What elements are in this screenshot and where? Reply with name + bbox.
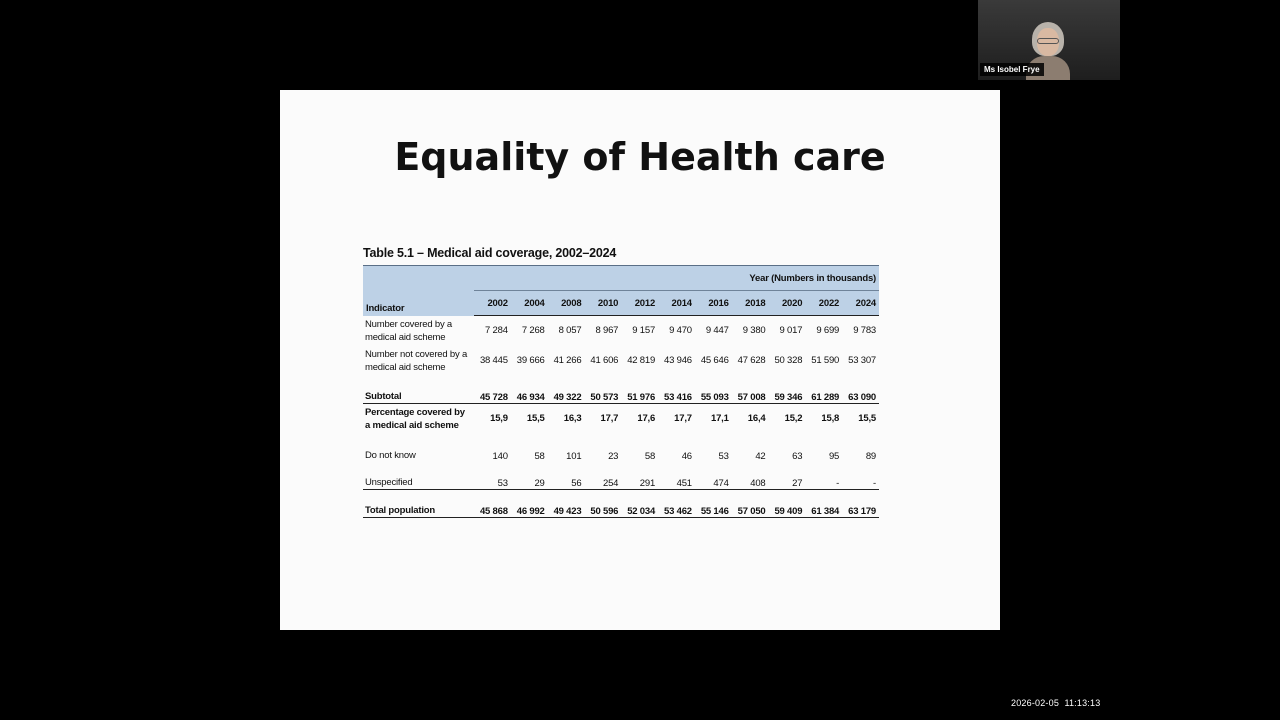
table-cell: 59 346 — [769, 376, 806, 404]
table-cell: 42 819 — [627, 355, 656, 366]
table-cell: - — [842, 462, 879, 490]
table-cell: 9 470 — [669, 325, 692, 337]
table-cell: 46 992 — [511, 490, 548, 518]
table-cell: 61 384 — [805, 490, 842, 518]
table-cell: 15,5 — [526, 413, 545, 425]
table-row-percentage — [363, 404, 879, 434]
table-cell: 63 179 — [842, 490, 879, 518]
year-header: 2012 — [621, 291, 658, 316]
table-cell: 101 — [566, 450, 582, 462]
table-cell: 59 409 — [769, 490, 806, 518]
table-cell: 16,3 — [563, 413, 582, 425]
table-cell: 50 328 — [774, 355, 803, 366]
table-cell: 254 — [584, 462, 621, 490]
table-cell: 17,7 — [674, 413, 692, 425]
table-cell: 15,8 — [821, 413, 840, 425]
table-cell: 9 380 — [742, 325, 766, 337]
table-cell: 7 268 — [521, 325, 545, 337]
table-cell: 47 628 — [737, 355, 766, 366]
header-indicator: Indicator — [363, 266, 474, 316]
table-cell: 58 — [534, 450, 545, 462]
slide-title: Equality of Health care — [394, 135, 886, 179]
table-cell: 53 — [474, 462, 511, 490]
table-cell: 50 596 — [584, 490, 621, 518]
participant-video-tile[interactable] — [978, 0, 1120, 80]
table-cell: 45 728 — [474, 376, 511, 404]
table-cell: 27 — [769, 462, 806, 490]
table-cell: 51 976 — [621, 376, 658, 404]
table-row-total-population — [363, 490, 879, 518]
table-cell: 41 606 — [590, 355, 619, 366]
table-cell: 55 146 — [695, 490, 732, 518]
year-header: 2020 — [769, 291, 806, 316]
recording-timestamp: 2026-02-05 11:13:13 — [1011, 698, 1101, 708]
table-cell: 53 307 — [848, 355, 876, 366]
year-header: 2022 — [805, 291, 842, 316]
table-cell: 53 — [718, 450, 729, 462]
row-label: Unspecified — [363, 462, 474, 490]
table-row-do-not-know — [363, 434, 879, 462]
row-label: Percentage covered by a medical aid scheme — [365, 406, 465, 431]
table-cell: 16,4 — [747, 413, 766, 425]
table-row-covered — [363, 316, 879, 346]
table-cell: 56 — [548, 462, 585, 490]
table-cell: 42 — [755, 450, 766, 462]
year-header: 2002 — [474, 291, 511, 316]
table-cell: 8 967 — [595, 325, 619, 337]
table-cell: 474 — [695, 462, 732, 490]
table-cell: 51 590 — [811, 355, 840, 366]
table-cell: 9 157 — [632, 325, 656, 337]
year-header: 2024 — [842, 291, 879, 316]
table-cell: 57 008 — [732, 376, 769, 404]
table-cell: 95 — [828, 450, 840, 462]
table-cell: 55 093 — [695, 376, 732, 404]
table-cell: 9 783 — [853, 325, 876, 337]
table-cell: 140 — [492, 450, 508, 462]
year-header: 2004 — [511, 291, 548, 316]
table-cell: 29 — [511, 462, 548, 490]
table-row-not-covered — [363, 346, 879, 376]
participant-glasses — [1037, 38, 1059, 44]
medical-aid-table — [363, 265, 879, 518]
row-label: Number not covered by a medical aid scheme — [365, 348, 468, 373]
table-cell: 9 699 — [816, 325, 840, 337]
table-cell: 61 289 — [805, 376, 842, 404]
table-cell: 7 284 — [485, 325, 508, 337]
table-cell: 41 266 — [553, 355, 582, 366]
table-cell: 49 423 — [548, 490, 585, 518]
table-cell: 53 462 — [658, 490, 695, 518]
table-cell: 39 666 — [516, 355, 545, 366]
table-row-unspecified — [363, 462, 879, 490]
table-cell: 38 445 — [479, 355, 508, 366]
table-cell: 53 416 — [658, 376, 695, 404]
year-header: 2008 — [548, 291, 585, 316]
row-label: Number covered by a medical aid scheme — [365, 318, 453, 343]
table-cell: 9 447 — [705, 325, 729, 337]
year-header: 2018 — [732, 291, 769, 316]
year-header: 2016 — [695, 291, 732, 316]
table-cell: 50 573 — [584, 376, 621, 404]
table-cell: 408 — [732, 462, 769, 490]
table-cell: 291 — [621, 462, 658, 490]
table-cell: 89 — [865, 450, 876, 462]
table-cell: 58 — [644, 450, 656, 462]
table-header-group-row — [363, 266, 879, 291]
table-cell: 8 057 — [558, 325, 582, 337]
header-year-group: Year (Numbers in thousands) — [474, 266, 879, 291]
row-label: Do not know — [365, 449, 416, 461]
table-cell: 43 946 — [664, 355, 692, 366]
table-cell: 46 — [681, 450, 692, 462]
year-header: 2010 — [584, 291, 621, 316]
table-cell: 46 934 — [511, 376, 548, 404]
table-cell: 23 — [608, 450, 619, 462]
table-cell: 45 868 — [474, 490, 511, 518]
table-cell: - — [805, 462, 842, 490]
table-cell: 17,6 — [637, 413, 656, 425]
table-cell: 63 090 — [842, 376, 879, 404]
table-row-subtotal — [363, 376, 879, 404]
table-cell: 451 — [658, 462, 695, 490]
table-cell: 15,2 — [784, 413, 803, 425]
participant-name-label: Ms Isobel Frye — [980, 63, 1044, 76]
table-cell: 57 050 — [732, 490, 769, 518]
table-cell: 52 034 — [621, 490, 658, 518]
table-cell: 63 — [792, 450, 803, 462]
table-cell: 9 017 — [779, 325, 803, 337]
table-cell: 17,7 — [600, 413, 619, 425]
table-cell: 17,1 — [710, 413, 729, 425]
year-header: 2014 — [658, 291, 695, 316]
row-label: Subtotal — [363, 376, 474, 404]
row-label: Total population — [363, 490, 474, 518]
table-cell: 15,5 — [858, 413, 876, 425]
table-caption: Table 5.1 – Medical aid coverage, 2002–2024 — [363, 246, 617, 260]
table-cell: 45 646 — [700, 355, 729, 366]
table-cell: 15,9 — [490, 413, 508, 425]
table-cell: 49 322 — [548, 376, 585, 404]
